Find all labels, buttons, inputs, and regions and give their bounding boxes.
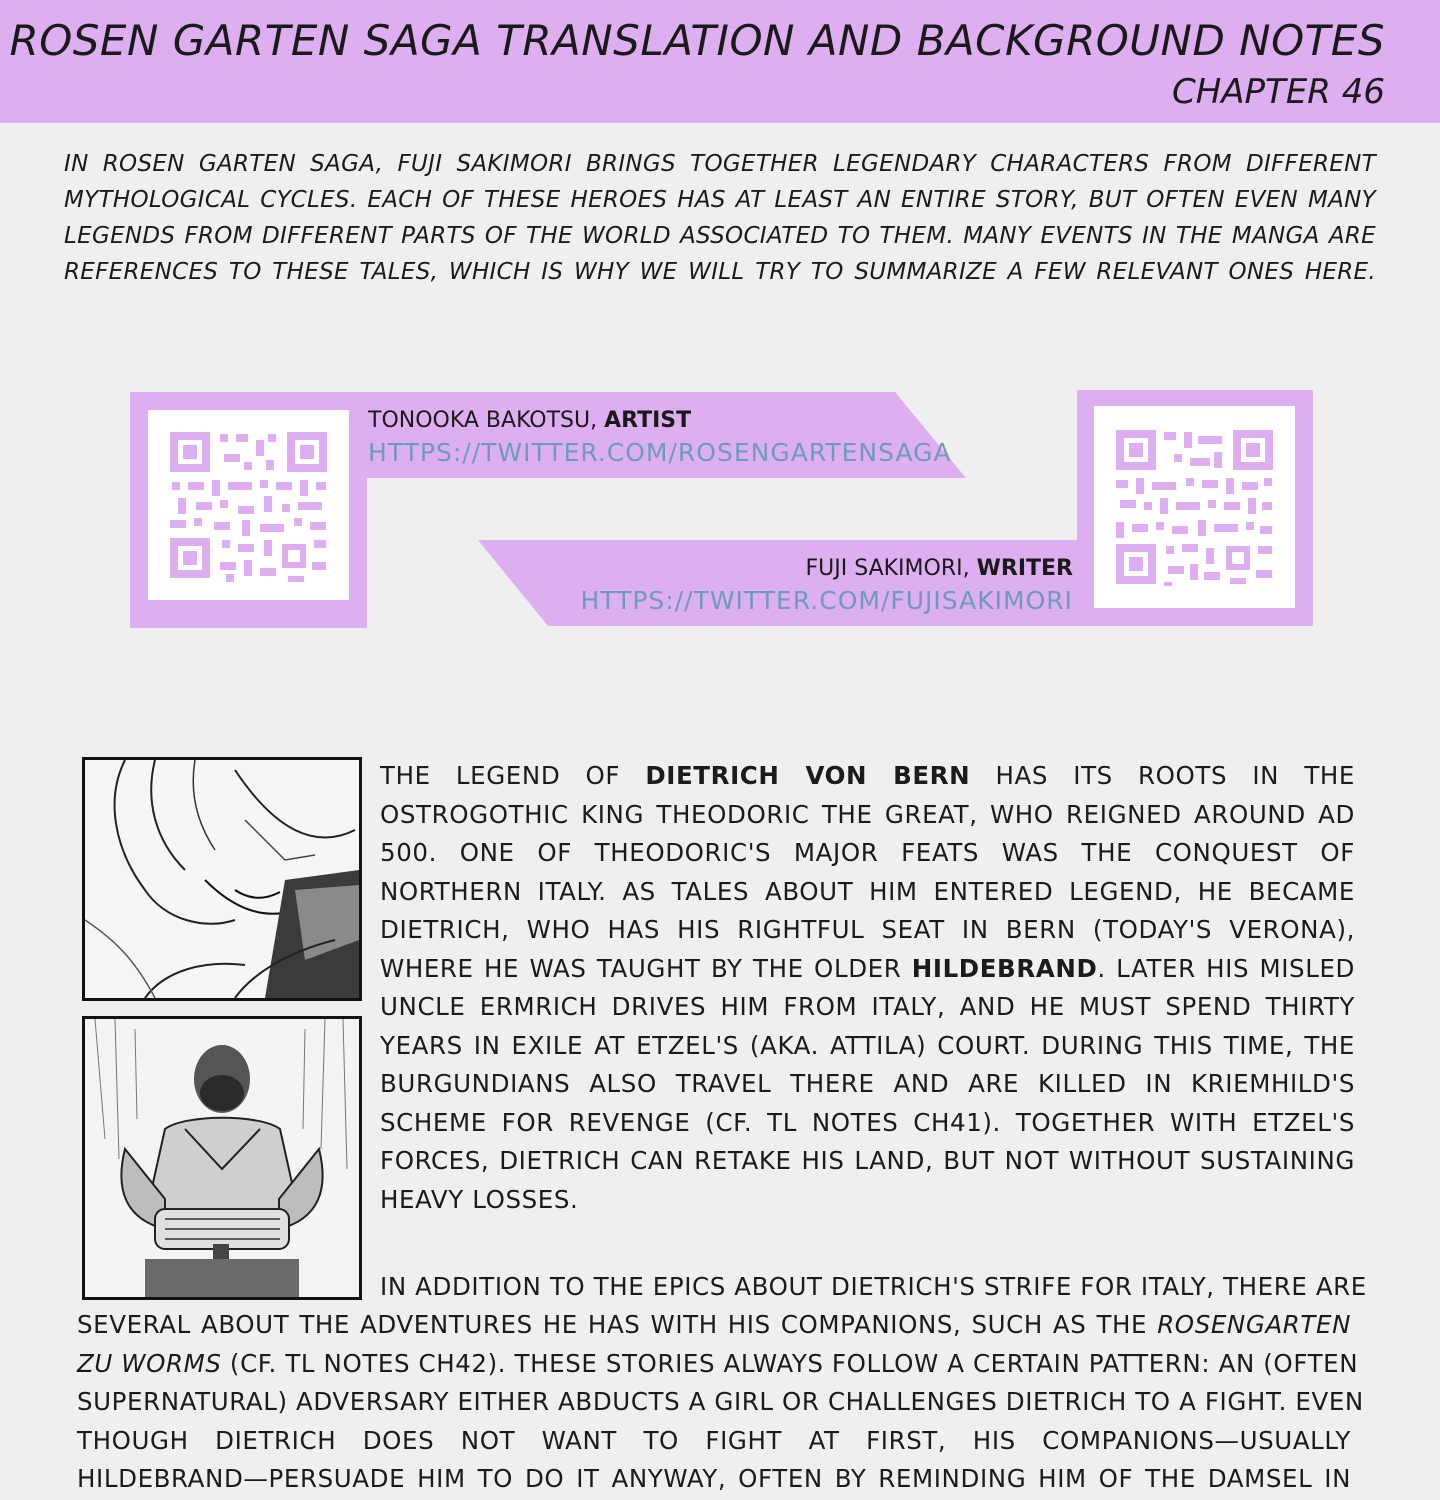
writer-qr-code[interactable]	[1094, 406, 1295, 608]
intro-line: REFERENCES TO THESE TALES, WHICH IS WHY WE WILL TRY TO SUMMARIZE A FEW RELEVANT ONES HERE.	[64, 259, 1376, 285]
header-banner	[0, 0, 1440, 123]
qr-code-icon	[1094, 406, 1295, 608]
intro-line: LEGENDS FROM DIFFERENT PARTS OF THE WORLD ASSOCIATED TO THEM. MANY EVENTS IN THE MANGA ARE	[64, 223, 1376, 249]
artist-qr-code[interactable]	[148, 410, 349, 600]
chapter-label: CHAPTER 46	[1171, 72, 1385, 112]
zu-worms-title: ZU WORMS	[77, 1348, 222, 1378]
paragraph-line: SUPERNATURAL) ADVERSARY EITHER ABDUCTS A GIRL OR CHALLENGES DIETRICH TO A FIGHT. EVEN	[77, 1387, 1364, 1416]
paragraph-line: BURGUNDIANS ALSO TRAVEL THERE AND ARE KILLED IN KRIEMHILD'S	[380, 1069, 1355, 1098]
dietrich-panel-image	[82, 757, 362, 1001]
dietrich-illustration	[85, 760, 359, 998]
paragraph-line: DIETRICH, WHO HAS HIS RIGHTFUL SEAT IN BERN (TODAY'S VERONA),	[380, 915, 1355, 944]
qr-code-icon	[148, 410, 349, 600]
paragraph-line: IN ADDITION TO THE EPICS ABOUT DIETRICH'S STRIFE FOR ITALY, THERE ARE	[380, 1272, 1367, 1301]
artist-name: TONOOKA BAKOTSU,	[368, 408, 598, 433]
paragraph-line: SCHEME FOR REVENGE (CF. TL NOTES CH41). TOGETHER WITH ETZEL'S	[380, 1107, 1355, 1137]
paragraph-line: 500. ONE OF THEODORIC'S MAJOR FEATS WAS THE CONQUEST OF	[380, 838, 1355, 867]
line-text: . LATER HIS MISLED	[1097, 953, 1355, 983]
intro-line: IN ROSEN GARTEN SAGA, FUJI SAKIMORI BRINGS TOGETHER LEGENDARY CHARACTERS FROM DIFFERENT	[64, 151, 1376, 177]
paragraph-line: HILDEBRAND—PERSUADE HIM TO DO IT ANYWAY, OFTEN BY REMINDING HIM OF THE DAMSEL IN	[77, 1464, 1351, 1493]
writer-twitter-link[interactable]: HTTPS://TWITTER.COM/FUJISAKIMORI	[580, 586, 1073, 615]
paragraph-line: HEAVY LOSSES.	[380, 1184, 579, 1214]
line-text: THE LEGEND OF	[380, 761, 646, 790]
artist-credit	[368, 408, 691, 433]
paragraph-line: NORTHERN ITALY. AS TALES ABOUT HIM ENTERED LEGEND, HE BECAME	[380, 876, 1355, 906]
paragraph-line	[380, 950, 1355, 989]
line-text: (CF. TL NOTES CH42). THESE STORIES ALWAYS FOLLOW A CERTAIN PATTERN: AN (OFTEN	[221, 1348, 1359, 1378]
companions-paragraph-start	[380, 1268, 1367, 1307]
hildebrand-highlight: HILDEBRAND	[911, 953, 1098, 983]
paragraph-line	[77, 1345, 1359, 1384]
artist-twitter-link[interactable]: HTTPS://TWITTER.COM/ROSENGARTENSAGA	[368, 438, 952, 467]
line-text: WHERE HE WAS TAUGHT BY THE OLDER	[380, 953, 912, 983]
line-text: HAS ITS ROOTS IN THE	[970, 761, 1355, 790]
writer-name: FUJI SAKIMORI,	[805, 556, 970, 581]
companions-paragraph	[77, 1306, 1364, 1499]
line-text: SEVERAL ABOUT THE ADVENTURES HE HAS WITH HIS COMPANIONS, SUCH AS THE	[77, 1310, 1158, 1339]
hildebrand-panel-image	[82, 1016, 362, 1300]
intro-paragraph	[64, 146, 1376, 290]
paragraph-line	[77, 1306, 1351, 1345]
paragraph-line: OSTROGOTHIC KING THEODORIC THE GREAT, WHO REIGNED AROUND AD	[380, 799, 1355, 829]
intro-line: MYTHOLOGICAL CYCLES. EACH OF THESE HEROES HAS AT LEAST AN ENTIRE STORY, BUT OFTEN EVEN MANY	[64, 187, 1376, 213]
hildebrand-illustration	[85, 1019, 359, 1297]
dietrich-paragraph	[380, 757, 1355, 1219]
credits-band	[0, 388, 1440, 630]
writer-role: WRITER	[976, 556, 1073, 581]
paragraph-line	[380, 757, 1355, 796]
paragraph-line: FORCES, DIETRICH CAN RETAKE HIS LAND, BUT NOT WITHOUT SUSTAINING	[380, 1146, 1355, 1175]
paragraph-line: YEARS IN EXILE AT ETZEL'S (AKA. ATTILA) COURT. DURING THIS TIME, THE	[380, 1030, 1355, 1060]
paragraph-line: THOUGH DIETRICH DOES NOT WANT TO FIGHT AT FIRST, HIS COMPANIONS—USUALLY	[77, 1425, 1351, 1455]
dietrich-von-bern-highlight: DIETRICH VON BERN	[645, 761, 971, 790]
page-title: ROSEN GARTEN SAGA TRANSLATION AND BACKGROUND NOTES	[9, 16, 1385, 65]
paragraph-line: UNCLE ERMRICH DRIVES HIM FROM ITALY, AND HE MUST SPEND THIRTY	[380, 992, 1355, 1021]
writer-credit	[805, 556, 1073, 581]
artist-role: ARTIST	[604, 408, 692, 433]
rosengarten-title: ROSENGARTEN	[1157, 1310, 1351, 1339]
